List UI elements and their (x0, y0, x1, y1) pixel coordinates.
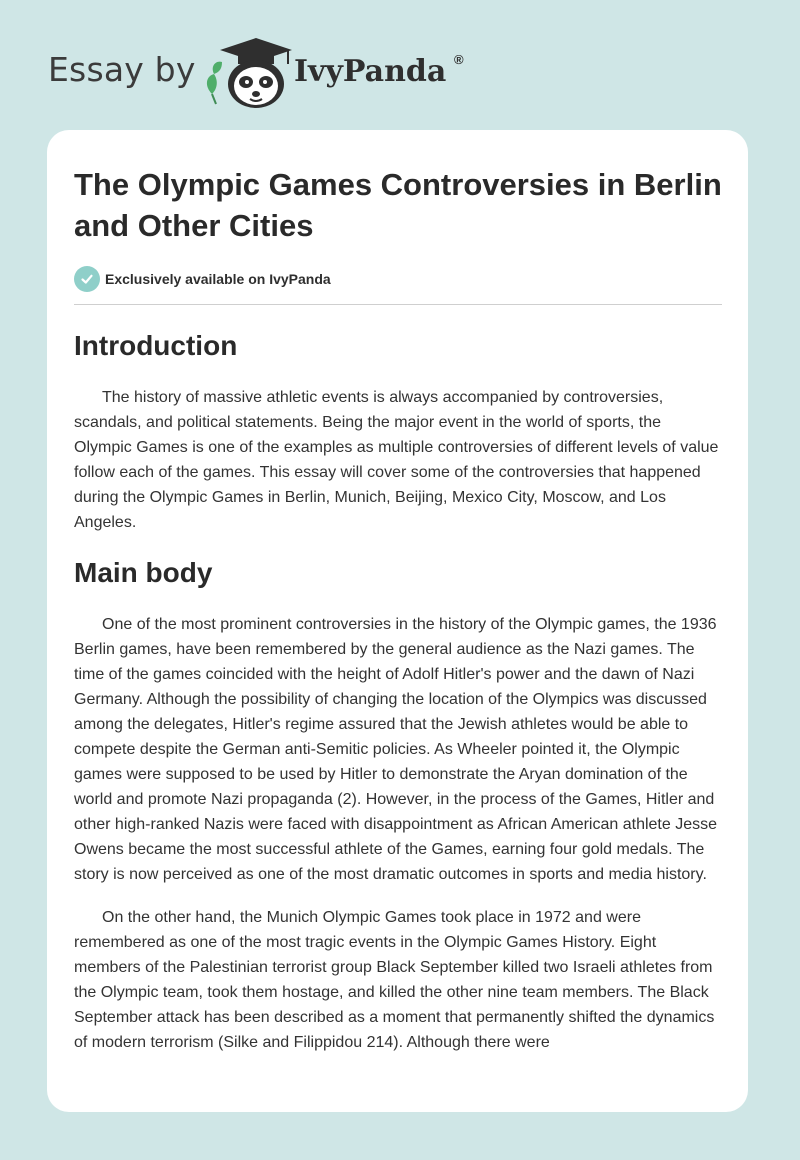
essay-content (74, 130, 722, 1055)
essay-card (47, 130, 748, 1112)
brand-prefix: Essay by (48, 50, 196, 89)
divider (74, 304, 722, 305)
paragraph: On the other hand, the Munich Olympic Games took place in 1972 and were remembered as one of the most tragic events in the Olympic Games History. Eight members of the Palestinian terrorist group Black September killed two Israeli athletes from the Olympic team, took them hostage, and killed the other nine team members. The Black September attack has been described as a moment that permanently shifted the dynamics of modern terrorism (Silke and Filippidou 214). Although there were (74, 909, 715, 1051)
essay-brand-header (48, 30, 468, 110)
exclusive-badge-label: Exclusively available on IvyPanda (105, 271, 331, 287)
panda-logo-icon (200, 34, 296, 110)
brand-name: IvyPanda (294, 54, 447, 89)
paragraph: One of the most prominent controversies in the history of the Olympic games, the 1936 Berlin games, have been remembered by the general audience as the Nazi games. The time of the games coincided with the height of Adolf Hitler's power and the dawn of Nazi Germany. Although the possibility of changing the location of the Olympics was discussed among the delegates, Hitler's regime assured that the Jewish athletes would be able to compete despite the German anti-Semitic policies. As Wheeler pointed it, the Olympic games were supposed to be used by Hitler to demonstrate the Aryan domination of the world and promote Nazi propaganda (2). However, in the process of the Games, Hitler and other high-ranked Nazis were faced with disappointment as African American athlete Jesse Owens became the most successful athlete of the Games, earning four gold medals. The story is now perceived as one of the most dramatic outcomes in sports and media history. (74, 616, 718, 883)
section-heading-main-body: Main body (74, 557, 213, 588)
exclusive-badge (74, 266, 722, 292)
essay-title: The Olympic Games Controversies in Berlin and Other Cities (74, 167, 722, 243)
checkmark-icon (74, 266, 100, 292)
section-heading-introduction: Introduction (74, 330, 238, 361)
registered-mark: ® (454, 52, 464, 67)
paragraph: The history of massive athletic events is always accompanied by controversies, scandals, and political statements. Being the major event in the world of sports, the Olympic Games is one of the examples as multiple controversies of different levels of value follow each of the games. This essay will cover some of the controversies that happened during the Olympic Games in Berlin, Munich, Beijing, Mexico City, Moscow, and Los Angeles. (74, 389, 719, 531)
